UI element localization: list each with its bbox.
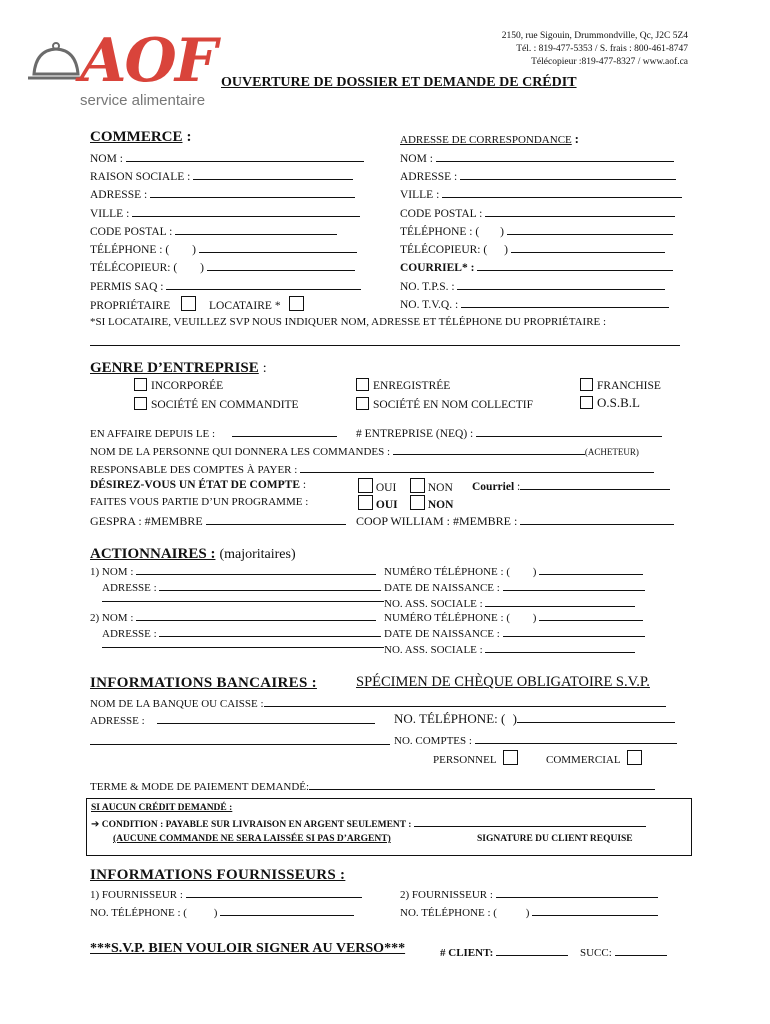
- logo-tagline: service alimentaire: [80, 92, 206, 109]
- cloche-icon: [26, 38, 86, 88]
- arrow-right-icon: ➔: [91, 819, 100, 830]
- address-line-3: Télécopieur :819-477-8327 / www.aof.ca: [531, 57, 688, 67]
- commerce-heading: COMMERCE :: [90, 129, 192, 145]
- page-title: OUVERTURE DE DOSSIER ET DEMANDE DE CRÉDIT: [221, 75, 577, 90]
- actionnaire1-phone-field[interactable]: NUMÉRO TÉLÉPHONE : ( ): [384, 563, 643, 579]
- option-commandite[interactable]: SOCIÉTÉ EN COMMANDITE: [134, 397, 299, 412]
- etat-non-checkbox[interactable]: [410, 478, 425, 493]
- locataire-checkbox[interactable]: [289, 296, 304, 311]
- etat-non[interactable]: NON: [410, 478, 453, 495]
- genre-heading: GENRE D’ENTREPRISE :: [90, 360, 267, 376]
- address-line-1: 2150, rue Sigouin, Drummondville, Qc, J2C 5Z4: [501, 31, 688, 41]
- etat-compte-row: DÉSIREZ-VOUS UN ÉTAT DE COMPTE :: [90, 479, 307, 491]
- actionnaire1-birth-field[interactable]: DATE DE NAISSANCE :: [384, 579, 645, 595]
- terme-field[interactable]: TERME & MODE DE PAIEMENT DEMANDÉ:: [90, 778, 655, 794]
- logo: [22, 28, 222, 113]
- logo-letters: AOF: [80, 26, 216, 96]
- actionnaire1-name-field[interactable]: 1) NOM :: [90, 563, 376, 579]
- corr-tvq-field[interactable]: NO. T.V.Q. :: [400, 296, 669, 312]
- personne-commandes-field[interactable]: NOM DE LA PERSONNE QUI DONNERA LES COMMANDES : (ACHETEUR): [90, 443, 639, 459]
- fournisseur2-field[interactable]: 2) FOURNISSEUR :: [400, 886, 658, 902]
- commerce-fax-field[interactable]: TÉLÉCOPIEUR: ( ): [90, 259, 355, 275]
- corr-fax-field[interactable]: TÉLÉCOPIEUR: ( ): [400, 241, 665, 257]
- programme-oui[interactable]: OUI: [358, 495, 398, 512]
- actionnaire2-extra-line[interactable]: [102, 647, 384, 648]
- corr-tps-field[interactable]: NO. T.P.S. :: [400, 278, 665, 294]
- actionnaire2-address-field[interactable]: ADRESSE :: [102, 625, 381, 641]
- gespra-field[interactable]: GESPRA : #MEMBRE: [90, 513, 346, 528]
- address-line-2: Tél. : 819-477-5353 / S. frais : 800-461-8747: [516, 44, 688, 54]
- option-enregistree[interactable]: ENREGISTRÉE: [356, 378, 450, 393]
- etat-oui[interactable]: OUI: [358, 478, 396, 495]
- etat-oui-checkbox[interactable]: [358, 478, 373, 493]
- actionnaire1-ass-field[interactable]: NO. ASS. SOCIALE :: [384, 595, 635, 611]
- correspondence-heading: ADRESSE DE CORRESPONDANCE :: [400, 131, 579, 146]
- coop-field[interactable]: COOP WILLIAM : #MEMBRE :: [356, 513, 674, 528]
- commerce-city-field[interactable]: VILLE :: [90, 205, 360, 221]
- proprietaire-checkbox[interactable]: [181, 296, 196, 311]
- responsable-comptes-field[interactable]: RESPONSABLE DES COMPTES À PAYER :: [90, 461, 654, 477]
- enregistree-checkbox[interactable]: [356, 378, 369, 391]
- actionnaire1-extra-line[interactable]: [102, 601, 384, 602]
- banque-address-line2[interactable]: [90, 744, 390, 745]
- corr-phone-field[interactable]: TÉLÉPHONE : ( ): [400, 223, 673, 239]
- banque-field[interactable]: NOM DE LA BANQUE OU CAISSE :: [90, 695, 666, 711]
- commerce-raison-sociale-field[interactable]: RAISON SOCIALE :: [90, 168, 353, 184]
- option-franchise[interactable]: FRANCHISE: [580, 378, 661, 393]
- ownership-row: PROPRIÉTAIRE LOCATAIRE *: [90, 296, 304, 313]
- condition-row[interactable]: ➔ CONDITION : PAYABLE SUR LIVRAISON EN ARGENT SEULEMENT :: [91, 817, 646, 830]
- franchise-checkbox[interactable]: [580, 378, 593, 391]
- corr-address-field[interactable]: ADRESSE :: [400, 168, 676, 184]
- banque-address-field[interactable]: ADRESSE :: [90, 712, 375, 728]
- commerce-saq-field[interactable]: PERMIS SAQ :: [90, 278, 361, 294]
- option-incorporee[interactable]: INCORPORÉE: [134, 378, 223, 393]
- client-number-field[interactable]: # CLIENT:: [440, 944, 568, 960]
- banque-phone-field[interactable]: NO. TÉLÉPHONE: ( ): [394, 711, 675, 726]
- credit-box: [86, 798, 692, 856]
- fournisseur1-field[interactable]: 1) FOURNISSEUR :: [90, 886, 362, 902]
- option-osbl[interactable]: O.S.B.L: [580, 396, 640, 410]
- commandite-checkbox[interactable]: [134, 397, 147, 410]
- option-nom-collectif[interactable]: SOCIÉTÉ EN NOM COLLECTIF: [356, 397, 533, 412]
- commercial-option[interactable]: COMMERCIAL: [546, 750, 642, 767]
- osbl-checkbox[interactable]: [580, 396, 593, 409]
- fournisseur1-phone-field[interactable]: NO. TÉLÉPHONE : ( ): [90, 904, 354, 920]
- actionnaire2-ass-field[interactable]: NO. ASS. SOCIALE :: [384, 641, 635, 657]
- actionnaire2-phone-field[interactable]: NUMÉRO TÉLÉPHONE : ( ): [384, 609, 643, 625]
- programme-row: FAITES VOUS PARTIE D’UN PROGRAMME :: [90, 496, 309, 508]
- personnel-option[interactable]: PERSONNEL: [433, 750, 518, 767]
- personnel-checkbox[interactable]: [503, 750, 518, 765]
- programme-non-checkbox[interactable]: [410, 495, 425, 510]
- signature-required-label: SIGNATURE DU CLIENT REQUISE: [477, 834, 633, 844]
- corr-city-field[interactable]: VILLE :: [400, 186, 682, 202]
- succ-field[interactable]: SUCC:: [580, 944, 667, 960]
- fournisseurs-heading: INFORMATIONS FOURNISSEURS :: [90, 867, 346, 883]
- incorporee-checkbox[interactable]: [134, 378, 147, 391]
- commerce-name-field[interactable]: NOM :: [90, 150, 364, 166]
- fournisseur2-phone-field[interactable]: NO. TÉLÉPHONE : ( ): [400, 904, 658, 920]
- programme-oui-checkbox[interactable]: [358, 495, 373, 510]
- etat-courriel-field[interactable]: Courriel :: [472, 478, 670, 494]
- corr-postal-field[interactable]: CODE POSTAL :: [400, 205, 675, 221]
- sign-verso-text: ***S.V.P. BIEN VOULOIR SIGNER AU VERSO***: [90, 941, 406, 956]
- nom-collectif-checkbox[interactable]: [356, 397, 369, 410]
- en-affaire-field[interactable]: EN AFFAIRE DEPUIS LE :: [90, 425, 337, 441]
- commercial-checkbox[interactable]: [627, 750, 642, 765]
- bancaires-heading: INFORMATIONS BANCAIRES :: [90, 675, 317, 691]
- comptes-field[interactable]: NO. COMPTES :: [394, 732, 677, 748]
- aucun-credit-label: SI AUCUN CRÉDIT DEMANDÉ :: [91, 803, 233, 813]
- aucune-commande-note: (AUCUNE COMMANDE NE SERA LAISSÉE SI PAS D’ARGENT): [113, 834, 391, 844]
- actionnaire2-name-field[interactable]: 2) NOM :: [90, 609, 376, 625]
- proprietaire-info-line[interactable]: [90, 345, 680, 346]
- neq-field[interactable]: # ENTREPRISE (NEQ) :: [356, 425, 662, 441]
- commerce-postal-field[interactable]: CODE POSTAL :: [90, 223, 337, 239]
- actionnaire2-birth-field[interactable]: DATE DE NAISSANCE :: [384, 625, 645, 641]
- actionnaires-heading: ACTIONNAIRES : (majoritaires): [90, 546, 296, 562]
- commerce-address-field[interactable]: ADRESSE :: [90, 186, 355, 202]
- locataire-note: *SI LOCATAIRE, VEUILLEZ SVP NOUS INDIQUER NOM, ADRESSE ET TÉLÉPHONE DU PROPRIÉTAIRE :: [90, 316, 607, 328]
- actionnaire1-address-field[interactable]: ADRESSE :: [102, 579, 381, 595]
- specimen-notice: SPÉCIMEN DE CHÈQUE OBLIGATOIRE S.V.P.: [356, 674, 650, 690]
- commerce-phone-field[interactable]: TÉLÉPHONE : ( ): [90, 241, 357, 257]
- programme-non[interactable]: NON: [410, 495, 453, 512]
- corr-name-field[interactable]: NOM :: [400, 150, 674, 166]
- company-address: [502, 30, 688, 69]
- sign-verso-notice: [90, 941, 405, 957]
- corr-email-field[interactable]: COURRIEL* :: [400, 259, 673, 275]
